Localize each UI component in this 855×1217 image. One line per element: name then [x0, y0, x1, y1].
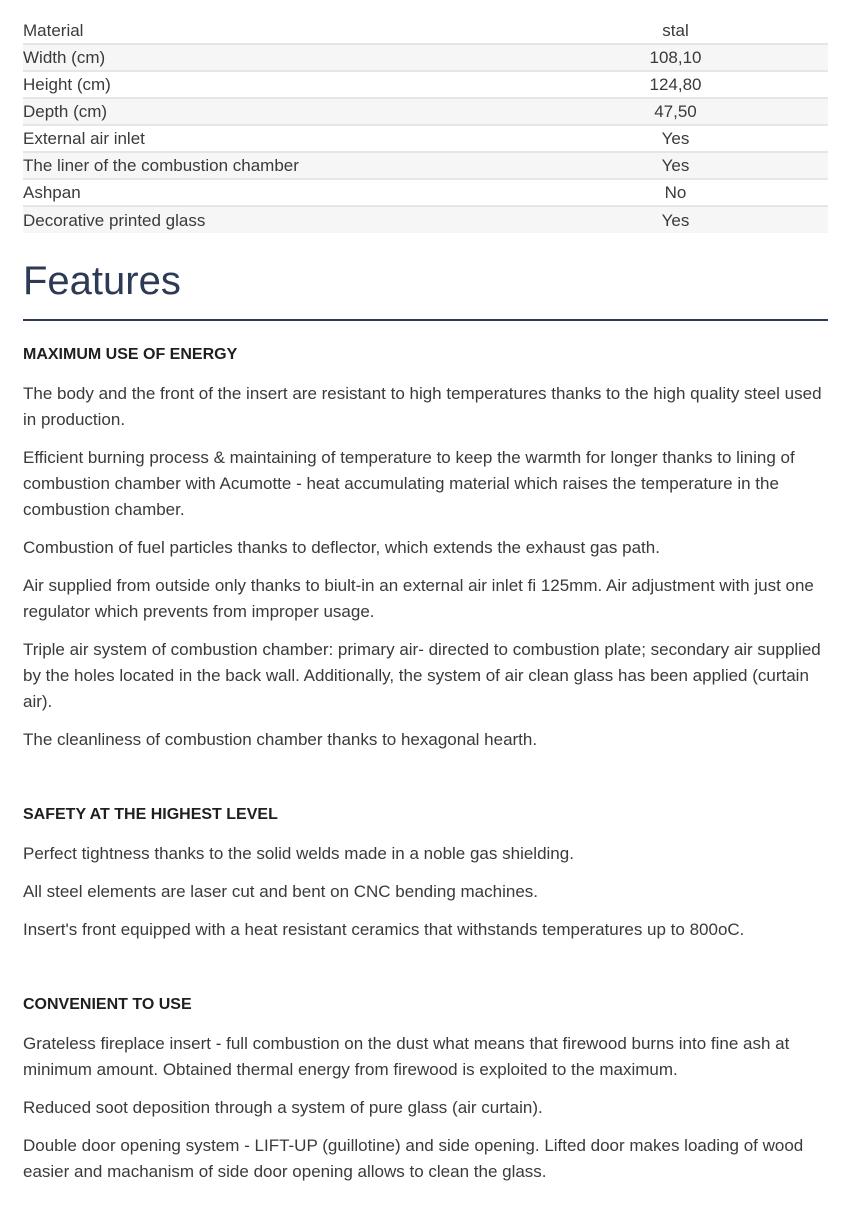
- spec-row-material: [23, 17, 828, 44]
- feature-paragraph: Air supplied from outside only thanks to biult-in an external air inlet fi 125mm. Air adjustment with just one regulator which prevents from improper usage.: [23, 576, 814, 621]
- features-heading: Features: [23, 257, 828, 321]
- spec-value: stal: [662, 20, 689, 40]
- section-title: MAXIMUM USE OF ENERGY: [23, 346, 238, 363]
- spec-label: Width (cm): [23, 48, 106, 67]
- spec-row-external-air-inlet: [23, 125, 828, 152]
- spec-value: Yes: [661, 156, 690, 175]
- spec-label: Decorative printed glass: [23, 210, 206, 230]
- spec-row-ashpan: [23, 179, 828, 206]
- spec-row-chamber-liner: [23, 152, 828, 179]
- spec-label: Material: [23, 20, 84, 40]
- feature-paragraph: Reduced soot deposition through a system of pure glass (air curtain).: [23, 1098, 543, 1117]
- feature-paragraph: Insert's front equipped with a heat resistant ceramics that withstands temperatures up to 800oC.: [23, 920, 745, 939]
- feature-paragraph: Perfect tightness thanks to the solid welds made in a noble gas shielding.: [23, 844, 574, 863]
- feature-paragraph: Combustion of fuel particles thanks to deflector, which extends the exhaust gas path.: [23, 538, 660, 557]
- feature-paragraph: All steel elements are laser cut and bent on CNC bending machines.: [23, 882, 539, 901]
- section-title: SAFETY AT THE HIGHEST LEVEL: [23, 806, 278, 823]
- spec-row-depth: [23, 98, 828, 125]
- spec-label: Height (cm): [23, 75, 111, 94]
- spec-label: External air inlet: [23, 129, 145, 148]
- spec-row-decorative-glass: [23, 206, 828, 233]
- spec-row-width: [23, 44, 828, 71]
- feature-paragraph: Double door opening system - LIFT-UP (guillotine) and side opening. Lifted door makes loading of wood easier and machanism of side door opening allows to clean the glass.: [23, 1136, 804, 1181]
- feature-paragraph: Triple air system of combustion chamber: primary air- directed to combustion plate; secondary air supplied by the holes located in the back wall. Additionally, the system of air clean glass has been applied (curtain air).: [23, 640, 821, 711]
- feature-paragraph: The cleanliness of combustion chamber thanks to hexagonal hearth.: [23, 730, 538, 749]
- spec-value: 124,80: [649, 75, 702, 94]
- feature-paragraph: The body and the front of the insert are resistant to high temperatures thanks to the high quality steel used in production.: [23, 384, 822, 429]
- section-title: CONVENIENT TO USE: [23, 996, 192, 1013]
- spec-value: Yes: [661, 210, 690, 230]
- section-safety: [23, 805, 823, 943]
- feature-paragraph: Efficient burning process & maintaining of temperature to keep the warmth for longer thanks to lining of combustion chamber with Acumotte - heat accumulating material which raises the temperature in the combustion chamber.: [23, 448, 795, 519]
- spec-row-height: [23, 71, 828, 98]
- spec-value: 108,10: [649, 48, 702, 67]
- spec-value: No: [664, 183, 687, 202]
- product-page: [0, 17, 855, 1217]
- spec-label: Ashpan: [23, 183, 81, 202]
- spec-label: The liner of the combustion chamber: [23, 156, 299, 175]
- section-convenient-to-use: [23, 995, 823, 1185]
- spec-label: Depth (cm): [23, 102, 108, 121]
- spec-value: 47,50: [654, 102, 697, 121]
- spec-value: Yes: [661, 129, 690, 148]
- spec-table: [23, 17, 828, 233]
- section-maximum-use-of-energy: [23, 345, 823, 753]
- feature-paragraph: Grateless fireplace insert - full combustion on the dust what means that firewood burns into fine ash at minimum amount. Obtained thermal energy from firewood is exploited to the maximum.: [23, 1034, 790, 1079]
